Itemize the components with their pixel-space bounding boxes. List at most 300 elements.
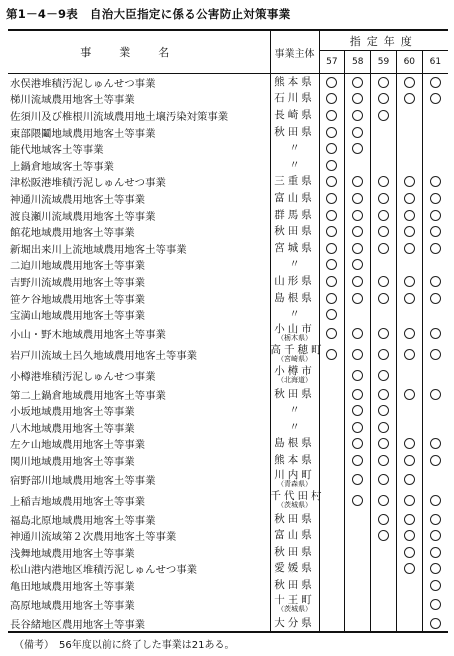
designated-circle-icon bbox=[378, 389, 389, 400]
year-cell bbox=[396, 577, 422, 594]
year-cell bbox=[319, 511, 345, 528]
year-cell bbox=[345, 157, 371, 174]
designated-circle-icon bbox=[404, 455, 415, 466]
designated-circle-icon bbox=[430, 328, 441, 339]
designated-circle-icon bbox=[404, 438, 415, 449]
designated-circle-icon bbox=[404, 514, 415, 525]
year-cell bbox=[319, 577, 345, 594]
designated-circle-icon bbox=[430, 226, 441, 237]
designated-circle-icon bbox=[326, 160, 337, 171]
year-cell bbox=[319, 157, 345, 174]
year-cell bbox=[396, 544, 422, 561]
header-year: 60 bbox=[396, 51, 422, 74]
year-cell bbox=[319, 403, 345, 420]
year-cell bbox=[422, 577, 448, 594]
table-row bbox=[8, 436, 448, 453]
year-cell bbox=[371, 386, 397, 403]
designated-circle-icon bbox=[430, 276, 441, 287]
designated-circle-icon bbox=[404, 210, 415, 221]
designated-circle-icon bbox=[326, 77, 337, 88]
year-cell bbox=[371, 452, 397, 469]
year-cell bbox=[345, 577, 371, 594]
year-cell bbox=[396, 273, 422, 290]
year-cell bbox=[396, 290, 422, 307]
year-cell bbox=[396, 365, 422, 386]
year-cell bbox=[422, 594, 448, 615]
project-body-text: 熊本県 bbox=[274, 75, 315, 88]
year-cell bbox=[422, 323, 448, 344]
year-cell bbox=[345, 107, 371, 124]
project-body-cell bbox=[270, 469, 319, 490]
year-cell bbox=[422, 174, 448, 191]
project-body-cell bbox=[270, 290, 319, 307]
table-body bbox=[8, 74, 448, 633]
year-cell bbox=[396, 174, 422, 191]
designated-circle-icon bbox=[404, 349, 415, 360]
project-body-text: 秋田県 bbox=[274, 579, 315, 592]
project-body-prefecture: （青森県） bbox=[277, 480, 312, 489]
project-name-cell: 笹ケ谷地域農用地客土等事業 bbox=[8, 290, 270, 307]
designated-circle-icon bbox=[404, 495, 415, 506]
project-body-cell bbox=[270, 544, 319, 561]
designated-circle-icon bbox=[378, 370, 389, 381]
designated-circle-icon bbox=[352, 259, 363, 270]
project-body-cell bbox=[270, 615, 319, 633]
project-body-text: 〃 bbox=[289, 404, 300, 417]
year-cell bbox=[371, 469, 397, 490]
project-name-cell: 神通川流域第２次農用地客土等事業 bbox=[8, 527, 270, 544]
project-body-text: 高千穂町 bbox=[270, 344, 325, 357]
year-cell bbox=[371, 290, 397, 307]
year-cell bbox=[319, 74, 345, 91]
year-cell bbox=[345, 174, 371, 191]
year-cell bbox=[345, 273, 371, 290]
project-name-cell: 小山・野木地域農用地客土等事業 bbox=[8, 323, 270, 344]
year-cell bbox=[345, 490, 371, 511]
footnote: （備考） 56年度以前に終了した事業は21ある。 bbox=[14, 640, 235, 651]
table-row bbox=[8, 74, 448, 91]
year-cell bbox=[371, 615, 397, 633]
project-body-prefecture: （北海道） bbox=[277, 376, 312, 385]
year-cell bbox=[345, 469, 371, 490]
year-cell bbox=[396, 257, 422, 274]
year-cell bbox=[371, 490, 397, 511]
year-cell bbox=[319, 365, 345, 386]
designated-circle-icon bbox=[378, 193, 389, 204]
year-cell bbox=[396, 594, 422, 615]
year-cell bbox=[345, 207, 371, 224]
project-name-cell: 神通川流域農用地客土等事業 bbox=[8, 190, 270, 207]
year-cell bbox=[371, 223, 397, 240]
project-body-cell bbox=[270, 323, 319, 344]
designated-circle-icon bbox=[352, 77, 363, 88]
year-cell bbox=[371, 511, 397, 528]
year-cell bbox=[396, 419, 422, 436]
project-body-text: 秋田県 bbox=[274, 512, 315, 525]
designated-circle-icon bbox=[326, 243, 337, 254]
project-name-cell: 二迫川地域農用地客土等事業 bbox=[8, 257, 270, 274]
year-cell bbox=[319, 561, 345, 578]
pollution-control-projects-table bbox=[8, 29, 448, 633]
designated-circle-icon bbox=[430, 438, 441, 449]
designated-circle-icon bbox=[378, 349, 389, 360]
designated-circle-icon bbox=[352, 226, 363, 237]
designated-circle-icon bbox=[430, 495, 441, 506]
designated-circle-icon bbox=[430, 530, 441, 541]
table-row bbox=[8, 469, 448, 490]
year-cell bbox=[371, 365, 397, 386]
year-cell bbox=[345, 386, 371, 403]
project-body-text: 熊本県 bbox=[274, 454, 315, 467]
designated-circle-icon bbox=[326, 328, 337, 339]
designated-circle-icon bbox=[404, 276, 415, 287]
year-cell bbox=[422, 490, 448, 511]
designated-circle-icon bbox=[326, 349, 337, 360]
project-body-cell bbox=[270, 527, 319, 544]
project-body-cell bbox=[270, 403, 319, 420]
year-cell bbox=[422, 223, 448, 240]
designated-circle-icon bbox=[326, 276, 337, 287]
project-body-text: 秋田県 bbox=[274, 545, 315, 558]
project-name-cell: 佐須川及び椎根川流域農用地土壌汚染対策事業 bbox=[8, 107, 270, 124]
year-cell bbox=[345, 140, 371, 157]
project-body-text: 川内町 bbox=[274, 469, 315, 482]
year-cell bbox=[422, 74, 448, 91]
project-name-cell: 左ケ山地域農用地客土等事業 bbox=[8, 436, 270, 453]
designated-circle-icon bbox=[430, 243, 441, 254]
year-cell bbox=[319, 594, 345, 615]
designated-circle-icon bbox=[430, 599, 441, 610]
table-row bbox=[8, 561, 448, 578]
table-row bbox=[8, 344, 448, 365]
year-cell bbox=[396, 344, 422, 365]
year-cell bbox=[319, 386, 345, 403]
year-cell bbox=[345, 527, 371, 544]
year-cell bbox=[371, 323, 397, 344]
project-name-cell: 能代地域客土等事業 bbox=[8, 140, 270, 157]
designated-circle-icon bbox=[430, 210, 441, 221]
year-cell bbox=[319, 190, 345, 207]
year-cell bbox=[345, 91, 371, 108]
designated-circle-icon bbox=[352, 389, 363, 400]
project-name-cell: 八木地域農用地客土等事業 bbox=[8, 419, 270, 436]
year-cell bbox=[422, 190, 448, 207]
project-body-text: 十王町 bbox=[274, 594, 315, 607]
designated-circle-icon bbox=[378, 405, 389, 416]
year-cell bbox=[345, 419, 371, 436]
designated-circle-icon bbox=[352, 276, 363, 287]
year-cell bbox=[345, 511, 371, 528]
year-cell bbox=[371, 91, 397, 108]
designated-circle-icon bbox=[404, 474, 415, 485]
project-name-cell: 小坂地域農用地客土等事業 bbox=[8, 403, 270, 420]
year-cell bbox=[422, 615, 448, 633]
project-body-text: 〃 bbox=[289, 420, 300, 433]
table-row bbox=[8, 527, 448, 544]
year-cell bbox=[319, 107, 345, 124]
year-cell bbox=[371, 157, 397, 174]
designated-circle-icon bbox=[430, 77, 441, 88]
table-row bbox=[8, 403, 448, 420]
year-cell bbox=[396, 511, 422, 528]
year-cell bbox=[396, 403, 422, 420]
year-cell bbox=[422, 419, 448, 436]
year-cell bbox=[396, 207, 422, 224]
project-name-cell: 新堀出来川上流地域農用地客土等事業 bbox=[8, 240, 270, 257]
project-name-cell: 梯川流域農用地客土等事業 bbox=[8, 91, 270, 108]
year-cell bbox=[319, 419, 345, 436]
year-cell bbox=[345, 74, 371, 91]
project-body-cell bbox=[270, 577, 319, 594]
designated-circle-icon bbox=[430, 293, 441, 304]
project-body-text: 島根県 bbox=[274, 437, 315, 450]
project-body-cell bbox=[270, 107, 319, 124]
year-cell bbox=[371, 124, 397, 141]
year-cell bbox=[319, 91, 345, 108]
designated-circle-icon bbox=[404, 176, 415, 187]
year-cell bbox=[371, 240, 397, 257]
designated-circle-icon bbox=[430, 389, 441, 400]
table-row bbox=[8, 615, 448, 633]
designated-circle-icon bbox=[326, 93, 337, 104]
designated-circle-icon bbox=[378, 93, 389, 104]
year-cell bbox=[396, 124, 422, 141]
project-body-text: 長崎県 bbox=[274, 108, 315, 121]
project-body-cell bbox=[270, 157, 319, 174]
designated-circle-icon bbox=[404, 226, 415, 237]
year-cell bbox=[345, 223, 371, 240]
year-cell bbox=[345, 544, 371, 561]
project-name-cell: 高原地域農用地客土等事業 bbox=[8, 594, 270, 615]
year-cell bbox=[422, 273, 448, 290]
designated-circle-icon bbox=[352, 370, 363, 381]
project-body-text: 〃 bbox=[289, 142, 300, 155]
table-title: 第1－4－9表 自治大臣指定に係る公害防止対策事業 bbox=[6, 7, 291, 21]
year-cell bbox=[371, 436, 397, 453]
year-cell bbox=[371, 577, 397, 594]
year-cell bbox=[319, 527, 345, 544]
designated-circle-icon bbox=[326, 110, 337, 121]
project-body-cell bbox=[270, 452, 319, 469]
project-body-cell bbox=[270, 273, 319, 290]
designated-circle-icon bbox=[352, 495, 363, 506]
year-cell bbox=[371, 403, 397, 420]
project-body-text: 群馬県 bbox=[274, 208, 315, 221]
header-year: 61 bbox=[422, 51, 448, 74]
designated-circle-icon bbox=[378, 176, 389, 187]
table-row bbox=[8, 240, 448, 257]
year-cell bbox=[345, 403, 371, 420]
table-row bbox=[8, 544, 448, 561]
project-name-cell: 上鍋倉地域客土等事業 bbox=[8, 157, 270, 174]
year-cell bbox=[371, 344, 397, 365]
year-cell bbox=[396, 91, 422, 108]
year-cell bbox=[319, 174, 345, 191]
table-row bbox=[8, 124, 448, 141]
table-row bbox=[8, 594, 448, 615]
year-cell bbox=[319, 240, 345, 257]
project-body-cell bbox=[270, 436, 319, 453]
year-cell bbox=[371, 594, 397, 615]
year-cell bbox=[396, 561, 422, 578]
year-cell bbox=[345, 452, 371, 469]
project-body-prefecture: （宮崎県） bbox=[277, 355, 312, 364]
year-cell bbox=[319, 290, 345, 307]
year-cell bbox=[422, 544, 448, 561]
year-cell bbox=[345, 190, 371, 207]
year-cell bbox=[422, 140, 448, 157]
designated-circle-icon bbox=[326, 309, 337, 320]
year-cell bbox=[396, 190, 422, 207]
year-cell bbox=[371, 527, 397, 544]
project-name-cell: 松山港内港地区堆積汚泥しゅんせつ事業 bbox=[8, 561, 270, 578]
year-cell bbox=[422, 386, 448, 403]
year-cell bbox=[396, 527, 422, 544]
project-name-cell: 吉野川流域農用地客土等事業 bbox=[8, 273, 270, 290]
project-body-text: 小山市 bbox=[274, 323, 315, 336]
year-cell bbox=[396, 240, 422, 257]
designated-circle-icon bbox=[326, 127, 337, 138]
table-row bbox=[8, 140, 448, 157]
designated-circle-icon bbox=[352, 143, 363, 154]
year-cell bbox=[345, 594, 371, 615]
year-cell bbox=[371, 207, 397, 224]
year-cell bbox=[319, 257, 345, 274]
year-cell bbox=[371, 74, 397, 91]
designated-circle-icon bbox=[378, 474, 389, 485]
year-cell bbox=[422, 157, 448, 174]
project-name-cell: 小樽港堆積汚泥しゅんせつ事業 bbox=[8, 365, 270, 386]
table-row bbox=[8, 257, 448, 274]
table-row bbox=[8, 419, 448, 436]
header-project-name: 事業名 bbox=[8, 30, 270, 74]
table-row bbox=[8, 490, 448, 511]
project-body-text: 千代田村 bbox=[270, 490, 325, 503]
header-project-body: 事業主体 bbox=[270, 30, 319, 74]
year-cell bbox=[396, 615, 422, 633]
project-name-cell: 宿野部川地域農用地客土等事業 bbox=[8, 469, 270, 490]
year-cell bbox=[319, 436, 345, 453]
year-cell bbox=[345, 306, 371, 323]
year-cell bbox=[371, 306, 397, 323]
designated-circle-icon bbox=[430, 580, 441, 591]
designated-circle-icon bbox=[352, 349, 363, 360]
designated-circle-icon bbox=[352, 405, 363, 416]
table-row bbox=[8, 577, 448, 594]
year-cell bbox=[371, 107, 397, 124]
designated-circle-icon bbox=[404, 193, 415, 204]
year-cell bbox=[396, 140, 422, 157]
designated-circle-icon bbox=[404, 389, 415, 400]
designated-circle-icon bbox=[430, 618, 441, 629]
year-cell bbox=[371, 140, 397, 157]
project-body-cell bbox=[270, 511, 319, 528]
designated-circle-icon bbox=[326, 210, 337, 221]
year-cell bbox=[396, 306, 422, 323]
year-cell bbox=[345, 124, 371, 141]
year-cell bbox=[345, 436, 371, 453]
designated-circle-icon bbox=[378, 328, 389, 339]
table-row bbox=[8, 174, 448, 191]
designated-circle-icon bbox=[430, 514, 441, 525]
project-body-cell bbox=[270, 594, 319, 615]
year-cell bbox=[422, 91, 448, 108]
year-cell bbox=[396, 74, 422, 91]
project-body-text: 宮城県 bbox=[274, 241, 315, 254]
project-name-cell: 長谷緒地区農用地客土等事業 bbox=[8, 615, 270, 633]
year-cell bbox=[371, 257, 397, 274]
year-cell bbox=[422, 511, 448, 528]
designated-circle-icon bbox=[378, 210, 389, 221]
year-cell bbox=[396, 223, 422, 240]
designated-circle-icon bbox=[352, 293, 363, 304]
year-cell bbox=[422, 452, 448, 469]
designated-circle-icon bbox=[404, 530, 415, 541]
year-cell bbox=[422, 469, 448, 490]
year-cell bbox=[422, 527, 448, 544]
project-name-cell: 渡良瀬川流域農用地客土等事業 bbox=[8, 207, 270, 224]
project-name-cell: 宝満山地域農用地客土等事業 bbox=[8, 306, 270, 323]
year-cell bbox=[319, 207, 345, 224]
table-row bbox=[8, 452, 448, 469]
year-cell bbox=[345, 344, 371, 365]
year-cell bbox=[345, 257, 371, 274]
year-cell bbox=[371, 544, 397, 561]
project-body-cell bbox=[270, 561, 319, 578]
project-body-text: 大分県 bbox=[274, 616, 315, 629]
year-cell bbox=[319, 223, 345, 240]
designated-circle-icon bbox=[430, 547, 441, 558]
designated-circle-icon bbox=[378, 422, 389, 433]
year-cell bbox=[422, 207, 448, 224]
designated-circle-icon bbox=[404, 328, 415, 339]
project-body-prefecture: （茨城県） bbox=[277, 605, 312, 614]
designated-circle-icon bbox=[378, 276, 389, 287]
designated-circle-icon bbox=[352, 127, 363, 138]
year-cell bbox=[422, 107, 448, 124]
designated-circle-icon bbox=[326, 143, 337, 154]
year-cell bbox=[319, 140, 345, 157]
designated-circle-icon bbox=[430, 349, 441, 360]
project-body-text: 島根県 bbox=[274, 291, 315, 304]
project-body-cell bbox=[270, 257, 319, 274]
designated-circle-icon bbox=[352, 455, 363, 466]
header-year: 58 bbox=[345, 51, 371, 74]
project-body-text: 三重県 bbox=[274, 175, 315, 188]
table-row bbox=[8, 365, 448, 386]
table-row bbox=[8, 157, 448, 174]
year-cell bbox=[345, 240, 371, 257]
table-row bbox=[8, 323, 448, 344]
designated-circle-icon bbox=[352, 176, 363, 187]
year-cell bbox=[396, 436, 422, 453]
year-cell bbox=[319, 124, 345, 141]
table-row bbox=[8, 207, 448, 224]
designated-circle-icon bbox=[378, 293, 389, 304]
designated-circle-icon bbox=[378, 495, 389, 506]
project-body-cell bbox=[270, 344, 325, 365]
designated-circle-icon bbox=[404, 243, 415, 254]
designated-circle-icon bbox=[352, 438, 363, 449]
year-cell bbox=[422, 365, 448, 386]
designated-circle-icon bbox=[352, 422, 363, 433]
designated-circle-icon bbox=[378, 438, 389, 449]
project-body-cell bbox=[270, 140, 319, 157]
year-cell bbox=[422, 436, 448, 453]
table-row bbox=[8, 511, 448, 528]
designated-circle-icon bbox=[404, 293, 415, 304]
year-cell bbox=[371, 273, 397, 290]
